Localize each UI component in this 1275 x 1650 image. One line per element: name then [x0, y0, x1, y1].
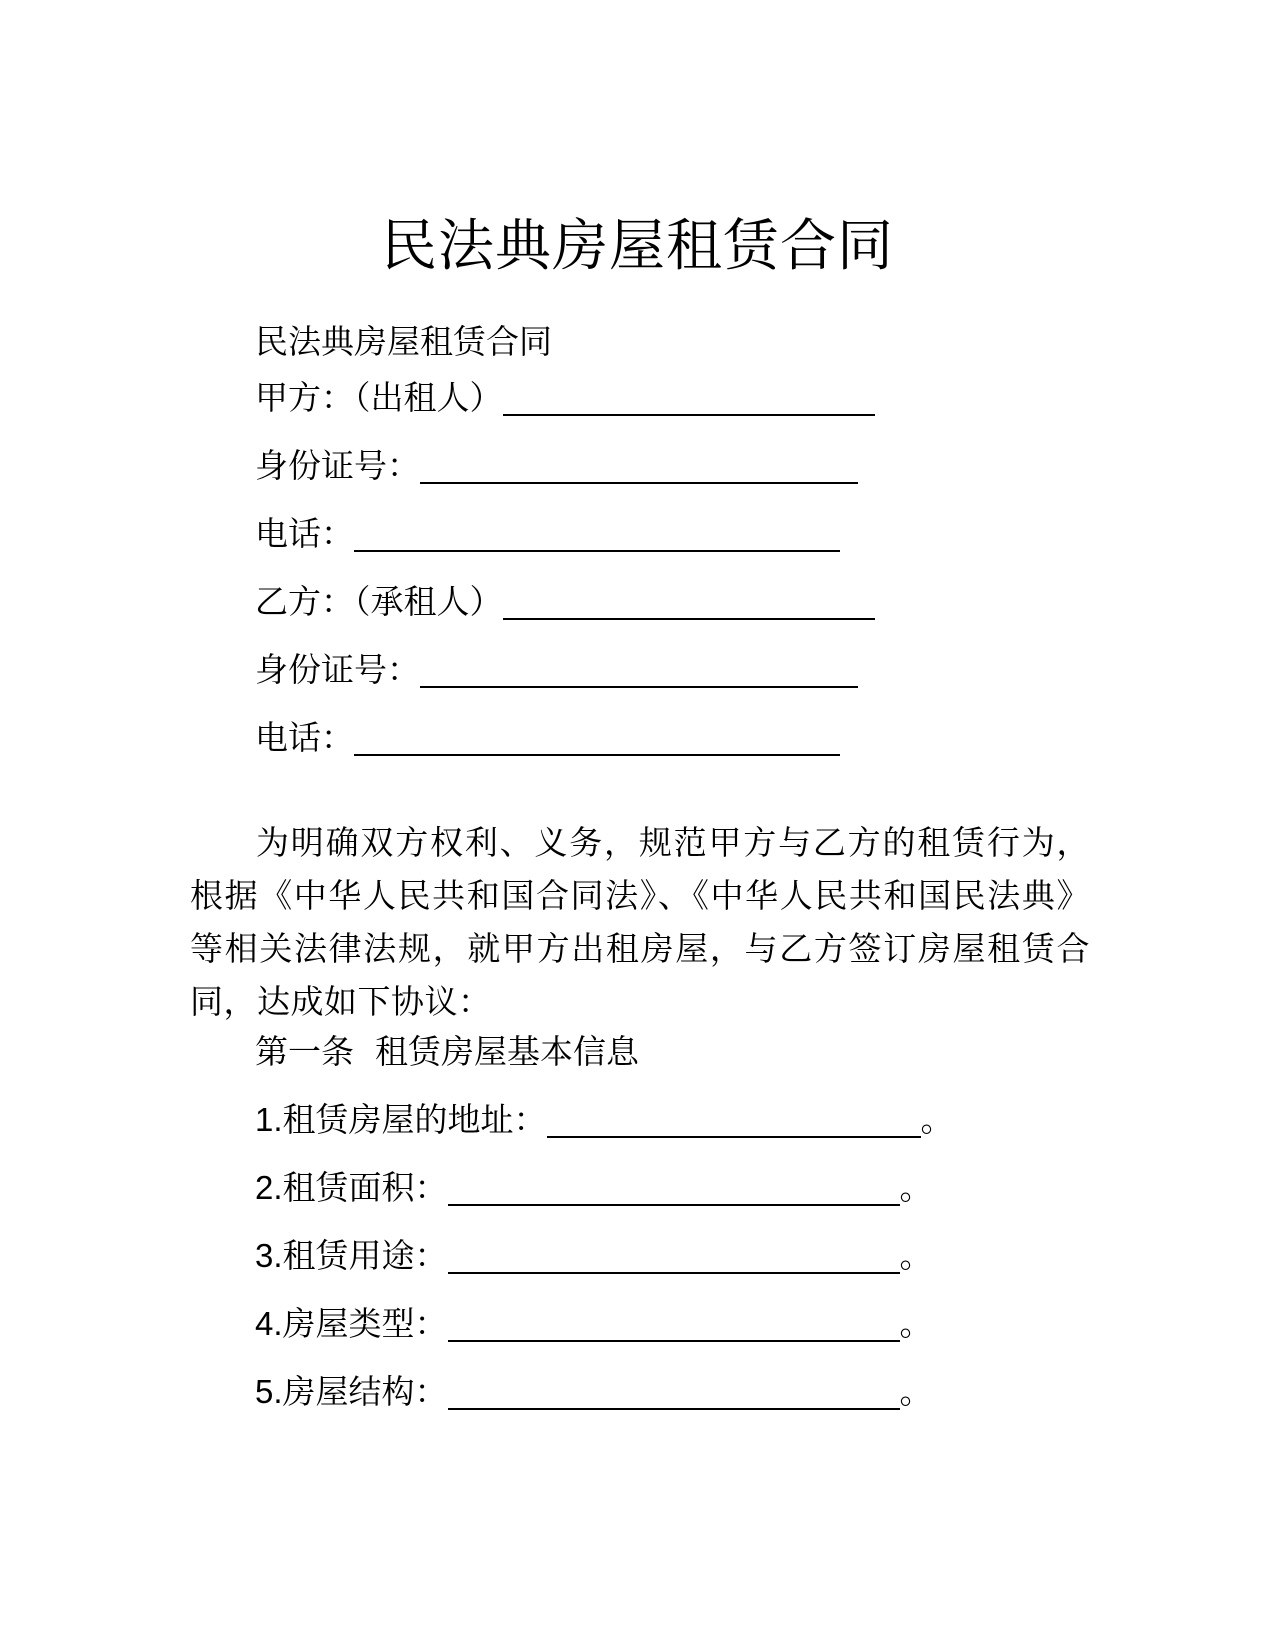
party-a-id-label: 身份证号： — [255, 446, 420, 485]
party-b-label: 乙方：（承租人） — [255, 582, 503, 621]
item-end-mark: 。 — [920, 1100, 954, 1139]
article-1-heading: 第一条 租赁房屋基本信息 — [255, 1032, 639, 1071]
item-label: 租赁用途： — [282, 1236, 448, 1275]
item-end-mark: 。 — [899, 1168, 933, 1207]
item-number: 4. — [255, 1305, 283, 1342]
party-a-phone-blank[interactable] — [354, 520, 840, 552]
item-end-mark: 。 — [899, 1372, 933, 1411]
article-1-item — [255, 1166, 933, 1210]
item-number: 5. — [255, 1373, 283, 1410]
article-1-item — [255, 1370, 933, 1414]
party-b-phone-line — [255, 716, 840, 760]
item-number: 3. — [255, 1237, 283, 1274]
item-end-mark: 。 — [899, 1236, 933, 1275]
party-b-blank[interactable] — [503, 588, 875, 620]
party-b-id-blank[interactable] — [420, 656, 858, 688]
item-end-mark: 。 — [899, 1304, 933, 1343]
party-b-id-line — [255, 648, 858, 692]
party-a-blank[interactable] — [503, 384, 875, 416]
item-label: 房屋类型： — [282, 1304, 448, 1343]
article-1-heading-line — [255, 1030, 639, 1074]
item-number: 2. — [255, 1169, 283, 1206]
party-a-id-blank[interactable] — [420, 452, 858, 484]
house-structure-blank[interactable] — [448, 1378, 900, 1410]
party-b-phone-label: 电话： — [255, 718, 354, 757]
party-a-label: 甲方：（出租人） — [255, 378, 503, 417]
usage-blank[interactable] — [448, 1242, 900, 1274]
item-label: 房屋结构： — [282, 1372, 448, 1411]
area-blank[interactable] — [448, 1174, 900, 1206]
party-b-phone-blank[interactable] — [354, 724, 840, 756]
party-b-line — [255, 580, 875, 624]
party-a-phone-label: 电话： — [255, 514, 354, 553]
address-blank[interactable] — [547, 1106, 921, 1138]
subtitle — [255, 320, 552, 364]
party-a-id-line — [255, 444, 858, 488]
preamble-paragraph: 为明确双方权利、义务，规范甲方与乙方的租赁行为，根据《中华人民共和国合同法》、《中华人民共和国民法典》等相关法律法规，就甲方出租房屋，与乙方签订房屋租赁合同，达成如下协议： — [190, 823, 1090, 1021]
house-type-blank[interactable] — [448, 1310, 900, 1342]
item-number: 1. — [255, 1101, 283, 1138]
article-1-item — [255, 1234, 933, 1278]
document-title: 民法典房屋租赁合同 — [381, 214, 894, 279]
article-1-item — [255, 1098, 954, 1142]
party-b-id-label: 身份证号： — [255, 650, 420, 689]
article-1-item — [255, 1302, 933, 1346]
party-a-phone-line — [255, 512, 840, 556]
item-label: 租赁面积： — [282, 1168, 448, 1207]
item-label: 租赁房屋的地址： — [282, 1100, 547, 1139]
party-a-line — [255, 376, 875, 420]
subtitle-text: 民法典房屋租赁合同 — [255, 322, 552, 361]
